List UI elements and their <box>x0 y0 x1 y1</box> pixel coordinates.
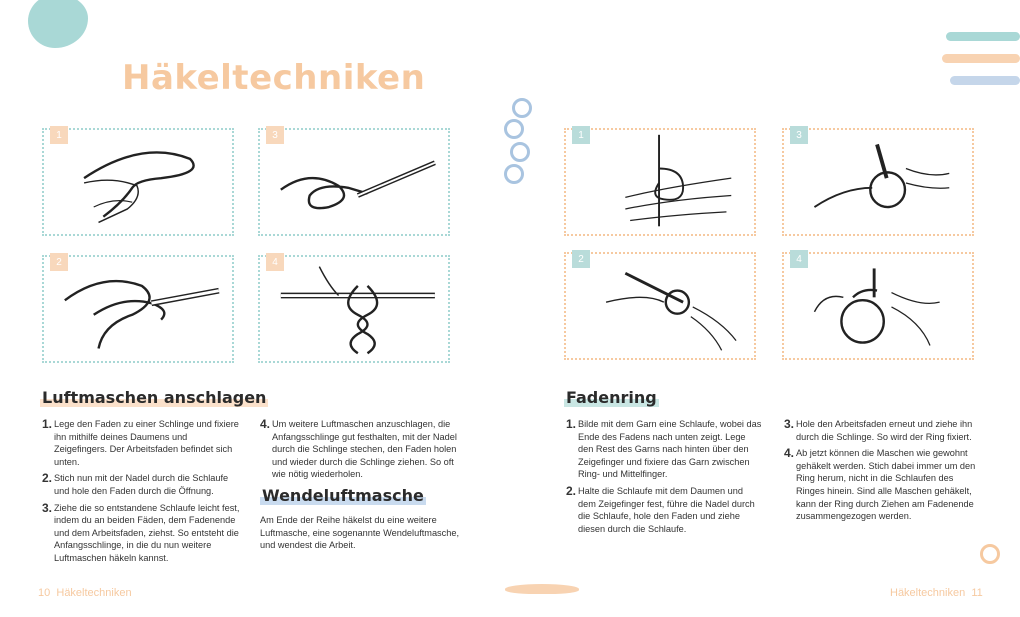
wendeluftmasche-text: Am Ende der Reihe häkelst du eine weitere Luftmasche, eine sogenannte Wendeluftmasche, und wendest die Arbeit. <box>260 515 460 551</box>
illustration-panel <box>258 128 450 236</box>
illustration-panel <box>42 128 234 236</box>
list-item: 1. Bilde mit dem Garn eine Schlaufe, wobei das Ende des Fadens nach unten zeigt. Lege den Rest des Garns nach hinten über den Zeigefinger und fixiere das Garn zwischen Ring- und Mittelfinger. <box>566 417 762 480</box>
decorative-stroke-teal <box>946 32 1020 41</box>
footer-left <box>38 587 132 599</box>
page-number: 10 <box>38 587 51 599</box>
list-item: 4. Ab jetzt können die Maschen wie gewohnt gehäkelt werden. Stich dabei immer um den Ring herum, nicht in die Schlaufen des Ringes hinein. Sind alle Maschen gehäkelt, kann der Ring durch Ziehen am Fadenende zusammengezogen werden. <box>784 446 976 522</box>
decorative-stroke-bottom <box>505 584 579 594</box>
steps-list-left-col2 <box>260 418 460 485</box>
chain-stitch-illustration <box>260 257 448 361</box>
page-title: Häkeltechniken <box>122 58 426 98</box>
hand-loop-illustration <box>44 130 232 234</box>
list-item: 2. Halte die Schlaufe mit dem Daumen und dem Zeigefinger fest, führe die Nadel durch die Schlaufe, hole den Faden und ziehe diesen durch die Schlaufe. <box>566 483 755 534</box>
panel-number: 2 <box>572 250 590 268</box>
steps-list-left-col1 <box>42 418 242 569</box>
footer-right <box>890 587 983 599</box>
list-item: 3. Hole den Arbeitsfaden erneut und ziehe ihn durch die Schlinge. So wird der Ring fixiert. <box>784 417 973 442</box>
decorative-ring <box>510 142 530 162</box>
decorative-ring <box>504 119 524 139</box>
page-number: 11 <box>971 587 983 599</box>
illustration-panel <box>564 128 756 236</box>
illustration-panel <box>782 128 974 236</box>
decorative-stroke-peach <box>942 54 1020 63</box>
steps-list-right-col2 <box>784 418 980 527</box>
decorative-ring <box>504 164 524 184</box>
panel-number: 4 <box>266 253 284 271</box>
illustration-panel <box>564 252 756 360</box>
steps-list-right-col1 <box>566 418 762 539</box>
section-heading-fadenring <box>566 388 657 407</box>
illustration-panel <box>42 255 234 363</box>
ring-fixing-illustration <box>784 130 972 234</box>
panel-number: 4 <box>790 250 808 268</box>
pull-through-illustration <box>44 257 232 361</box>
panel-number: 2 <box>50 253 68 271</box>
decorative-stroke-blue <box>950 76 1020 85</box>
panel-number: 1 <box>572 126 590 144</box>
decorative-ring-peach <box>980 544 1000 564</box>
heading-text: Fadenring <box>566 388 657 407</box>
crochet-hook-loop-illustration <box>260 130 448 234</box>
list-item: 2. Stich nun mit der Nadel durch die Schlaufe und hole den Faden durch die Öffnung. <box>42 471 229 496</box>
list-item: 3. Ziehe die so entstandene Schlaufe leicht fest, indem du an beiden Fäden, dem Fadenende und dem Arbeitsfaden, ziehst. So entsteht die Anfangsschlinge, in die du nun weitere Luftmaschen häkeln kannst. <box>42 500 240 563</box>
panel-number: 1 <box>50 126 68 144</box>
hook-through-ring-illustration <box>566 254 754 358</box>
hand-yarn-loop-illustration <box>566 130 754 234</box>
decorative-ring <box>512 98 532 118</box>
decorative-blob <box>28 0 88 48</box>
heading-text: Luftmaschen anschlagen <box>42 388 267 407</box>
footer-title: Häkeltechniken <box>890 587 966 599</box>
panel-number: 3 <box>266 126 284 144</box>
footer-title: Häkeltechniken <box>56 587 132 599</box>
section-heading-luftmaschen <box>42 388 266 407</box>
panel-number: 3 <box>790 126 808 144</box>
heading-text: Wendeluftmasche <box>262 486 424 505</box>
list-item: 1. Lege den Faden zu einer Schlinge und fixiere ihn mithilfe deines Daumens und Zeigefingers. Der Arbeitsfaden befindet sich unten. <box>42 417 239 467</box>
list-item: 4. Um weitere Luftmaschen anzuschlagen, die Anfangsschlinge gut festhalten, mit der Nadel durch die Schlinge stechen, den Faden holen und wieder durch die Schlinge ziehen. So oft wie nötig wiederholen. <box>260 417 457 480</box>
illustration-panel <box>258 255 450 363</box>
stitches-around-ring-illustration <box>784 254 972 358</box>
illustration-panel <box>782 252 974 360</box>
section-heading-wendeluftmasche <box>262 486 424 505</box>
